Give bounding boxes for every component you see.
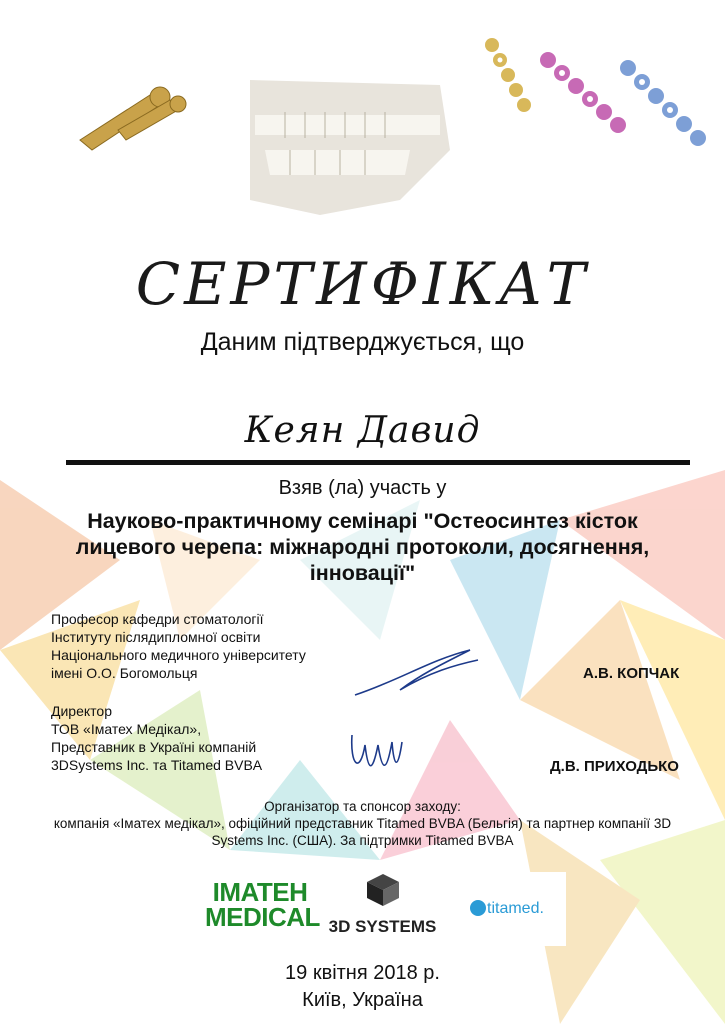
signatory-title-line: Директор bbox=[51, 703, 112, 719]
titamed-logo-text: titamed. bbox=[487, 900, 544, 917]
bone-plates-illustration bbox=[485, 38, 706, 146]
signatory-2-title bbox=[51, 702, 262, 774]
organizer-line: компанія «Іматех медікал», офіційний представник Titamed BVBA (Бельгія) та партнер компанії 3D bbox=[53, 816, 672, 831]
signatory-2-name: Д.В. ПРИХОДЬКО bbox=[550, 758, 679, 775]
name-underline bbox=[66, 460, 690, 465]
titamed-dot-icon bbox=[470, 900, 486, 916]
organizer-line: Systems Inc. (США). За підтримки Titamed BVBA bbox=[211, 833, 514, 848]
screw-illustration bbox=[80, 87, 186, 150]
signatory-title-line: імені О.О. Богомольця bbox=[51, 665, 198, 681]
seminar-title bbox=[40, 508, 685, 586]
signature-prykhodko bbox=[352, 735, 402, 766]
organizer-info bbox=[20, 798, 705, 849]
participation-text: Взяв (ла) участь у bbox=[278, 477, 447, 499]
3d-systems-logo bbox=[325, 872, 440, 937]
signatory-title-line: Представник в Україні компаній bbox=[51, 739, 257, 755]
signatory-1-title bbox=[51, 610, 306, 682]
event-place: Київ, Україна bbox=[302, 989, 423, 1011]
signature-kopchak bbox=[355, 650, 478, 695]
signatory-title-line: 3DSystems Inc. та Titamed BVBA bbox=[51, 757, 263, 773]
imateh-logo-line: IMATEH bbox=[212, 877, 308, 907]
confirmation-text: Даним підтверджується, що bbox=[200, 328, 525, 356]
seminar-title-line: Науково-практичному семінарі "Остеосинтез кісток bbox=[87, 509, 638, 533]
titamed-logo bbox=[462, 872, 566, 946]
signatory-title-line: Національного медичного університету bbox=[51, 647, 306, 663]
recipient-name: Кеян Давид bbox=[244, 410, 481, 451]
event-date-place bbox=[0, 960, 725, 1014]
3d-systems-logo-text: 3D SYSTEMS bbox=[328, 917, 437, 936]
signatory-1-name: А.В. КОПЧАК bbox=[583, 665, 680, 682]
imateh-medical-logo bbox=[205, 877, 320, 932]
certificate-heading: СЕРТИФІКАТ bbox=[135, 250, 590, 318]
seminar-title-line: лицевого черепа: міжнародні протоколи, досягнення, bbox=[75, 535, 650, 559]
event-date: 19 квітня 2018 р. bbox=[285, 962, 440, 984]
3d-systems-cube-icon bbox=[363, 872, 403, 908]
imateh-logo-line: MEDICAL bbox=[205, 902, 320, 932]
signatory-title-line: Професор кафедри стоматології bbox=[51, 611, 264, 627]
skull-illustration bbox=[250, 80, 450, 215]
organizer-line: Організатор та спонсор заходу: bbox=[264, 799, 461, 814]
signatory-title-line: Інституту післядипломної освіти bbox=[51, 629, 261, 645]
signatory-title-line: ТОВ «Іматех Медікал», bbox=[51, 721, 202, 737]
seminar-title-line: інновації" bbox=[309, 561, 416, 585]
